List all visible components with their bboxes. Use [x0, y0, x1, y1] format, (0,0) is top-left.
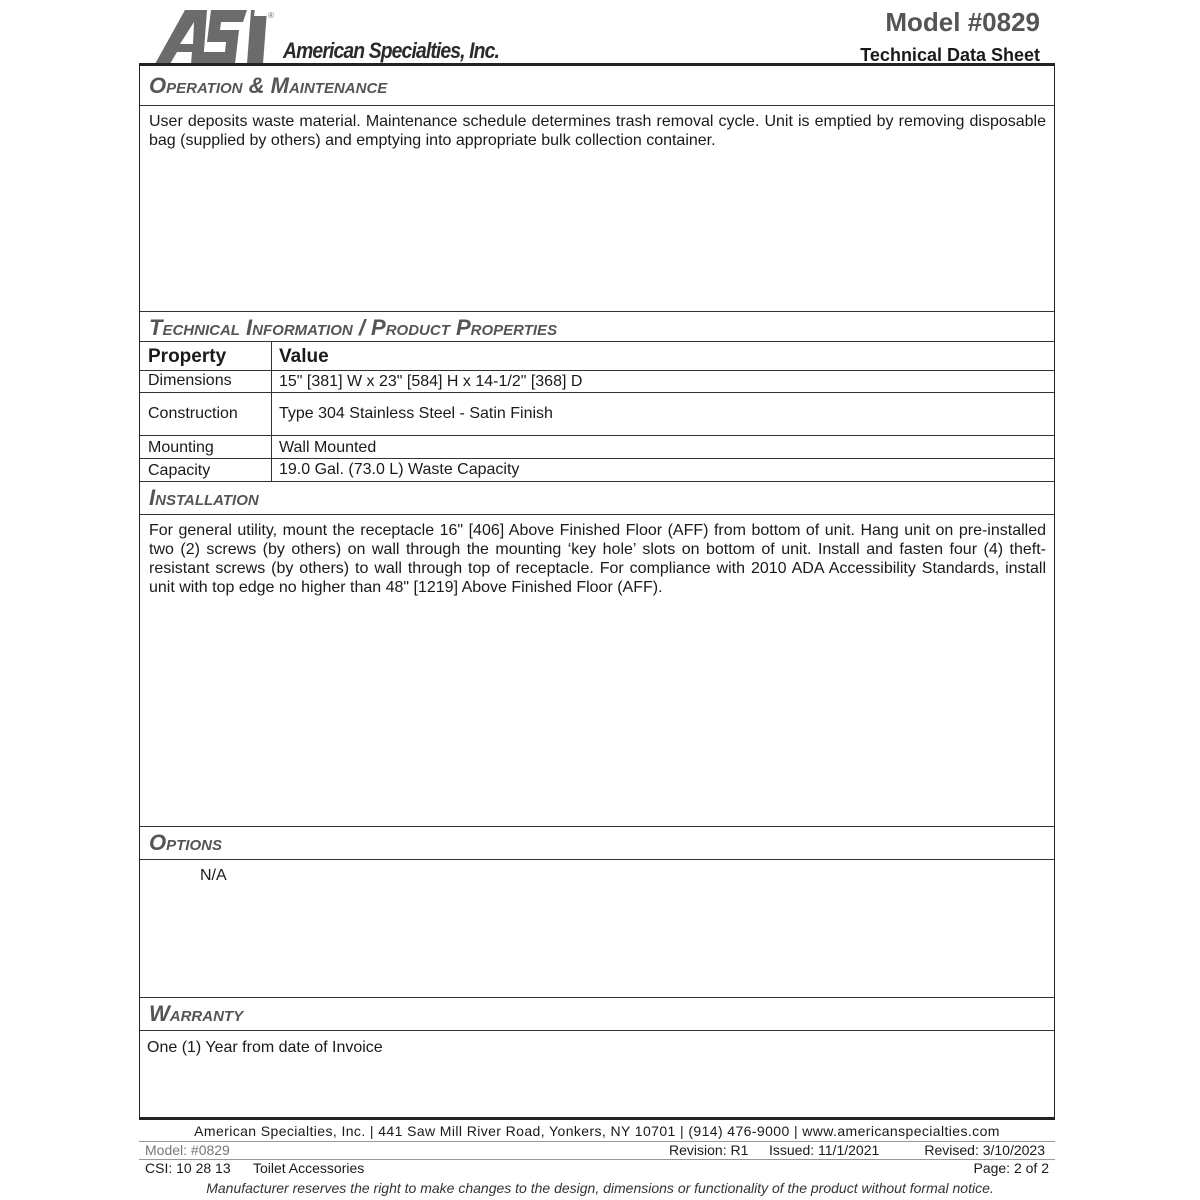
property-cell: Mounting: [148, 439, 214, 456]
table-row: [140, 371, 1054, 393]
sheet-title: Technical Data Sheet: [860, 45, 1040, 65]
column-header-property: Property: [148, 346, 227, 367]
divider: [140, 311, 1054, 312]
warranty-body: One (1) Year from date of Invoice: [147, 1039, 383, 1056]
installation-heading: Installation: [140, 484, 1054, 515]
warranty-heading: Warranty: [140, 1000, 1054, 1031]
value-cell: 15" [381] W x 23" [584] H x 14-1/2" [368] D: [279, 373, 583, 390]
data-sheet-frame: [139, 63, 1055, 1120]
options-body: N/A: [200, 867, 227, 884]
divider: [140, 997, 1054, 998]
column-header-value: Value: [279, 346, 329, 367]
svg-text:®: ®: [268, 11, 274, 20]
footer-disclaimer: Manufacturer reserves the right to make changes to the design, dimensions or functionality of the product without formal notice.: [206, 1180, 994, 1196]
value-cell: 19.0 Gal. (73.0 L) Waste Capacity: [279, 461, 520, 478]
footer-address-text: American Specialties, Inc. | 441 Saw Mill River Road, Yonkers, NY 10701 | (914) 476-9000 | www.americanspecialties.com: [194, 1123, 1000, 1139]
column-divider: [271, 342, 272, 482]
footer-model: Model: #0829: [145, 1142, 230, 1158]
footer-revision: Revision: R1: [669, 1142, 749, 1158]
footer-revised: Revised: 3/10/2023: [924, 1142, 1045, 1158]
company-name: American Specialties, Inc.: [283, 38, 500, 63]
options-heading: Options: [140, 829, 1054, 860]
footer-csi: CSI: 10 28 13: [145, 1160, 231, 1176]
operation-heading: Operation & Maintenance: [140, 72, 1054, 106]
property-cell: Dimensions: [148, 372, 232, 389]
table-row: [140, 459, 1054, 482]
footer-revision-row: [139, 1142, 1055, 1160]
installation-body: For general utility, mount the receptacle 16" [406] Above Finished Floor (AFF) from bottom of unit. Hang unit on pre-installed two (2) screws (by others) on wall through the mounting ‘key hole’ slots on bottom of unit. Install and fasten four (4) theft-resistant screws (by others) to wall through top of receptacle. For compliance with 2010 ADA Accessibility Standards, install unit with top edge no higher than 48" [1219] Above Finished Floor (AFF).: [149, 522, 1046, 596]
footer-address: [139, 1123, 1055, 1139]
table-row: [140, 393, 1054, 436]
technical-heading: Technical Information / Product Properties: [140, 314, 1054, 342]
property-cell: Construction: [148, 405, 238, 422]
company-logo: [155, 8, 515, 66]
operation-body: User deposits waste material. Maintenance schedule determines trash removal cycle. Unit is emptied by removing disposable bag (supplied by others) and emptying into appropriate bulk collection container.: [149, 113, 1046, 149]
divider: [140, 826, 1054, 827]
footer-category: Toilet Accessories: [253, 1160, 365, 1176]
footer-csi-row: [139, 1160, 1055, 1178]
footer-issued: Issued: 11/1/2021: [769, 1142, 880, 1158]
value-cell: Type 304 Stainless Steel - Satin Finish: [279, 405, 553, 422]
asi-logo-mark: [155, 8, 275, 64]
table-header-row: [140, 342, 1054, 371]
footer-page-number: Page: 2 of 2: [973, 1160, 1049, 1176]
table-row: [140, 436, 1054, 459]
model-title: Model #0829: [885, 7, 1040, 37]
value-cell: Wall Mounted: [279, 439, 377, 456]
property-cell: Capacity: [148, 462, 211, 479]
